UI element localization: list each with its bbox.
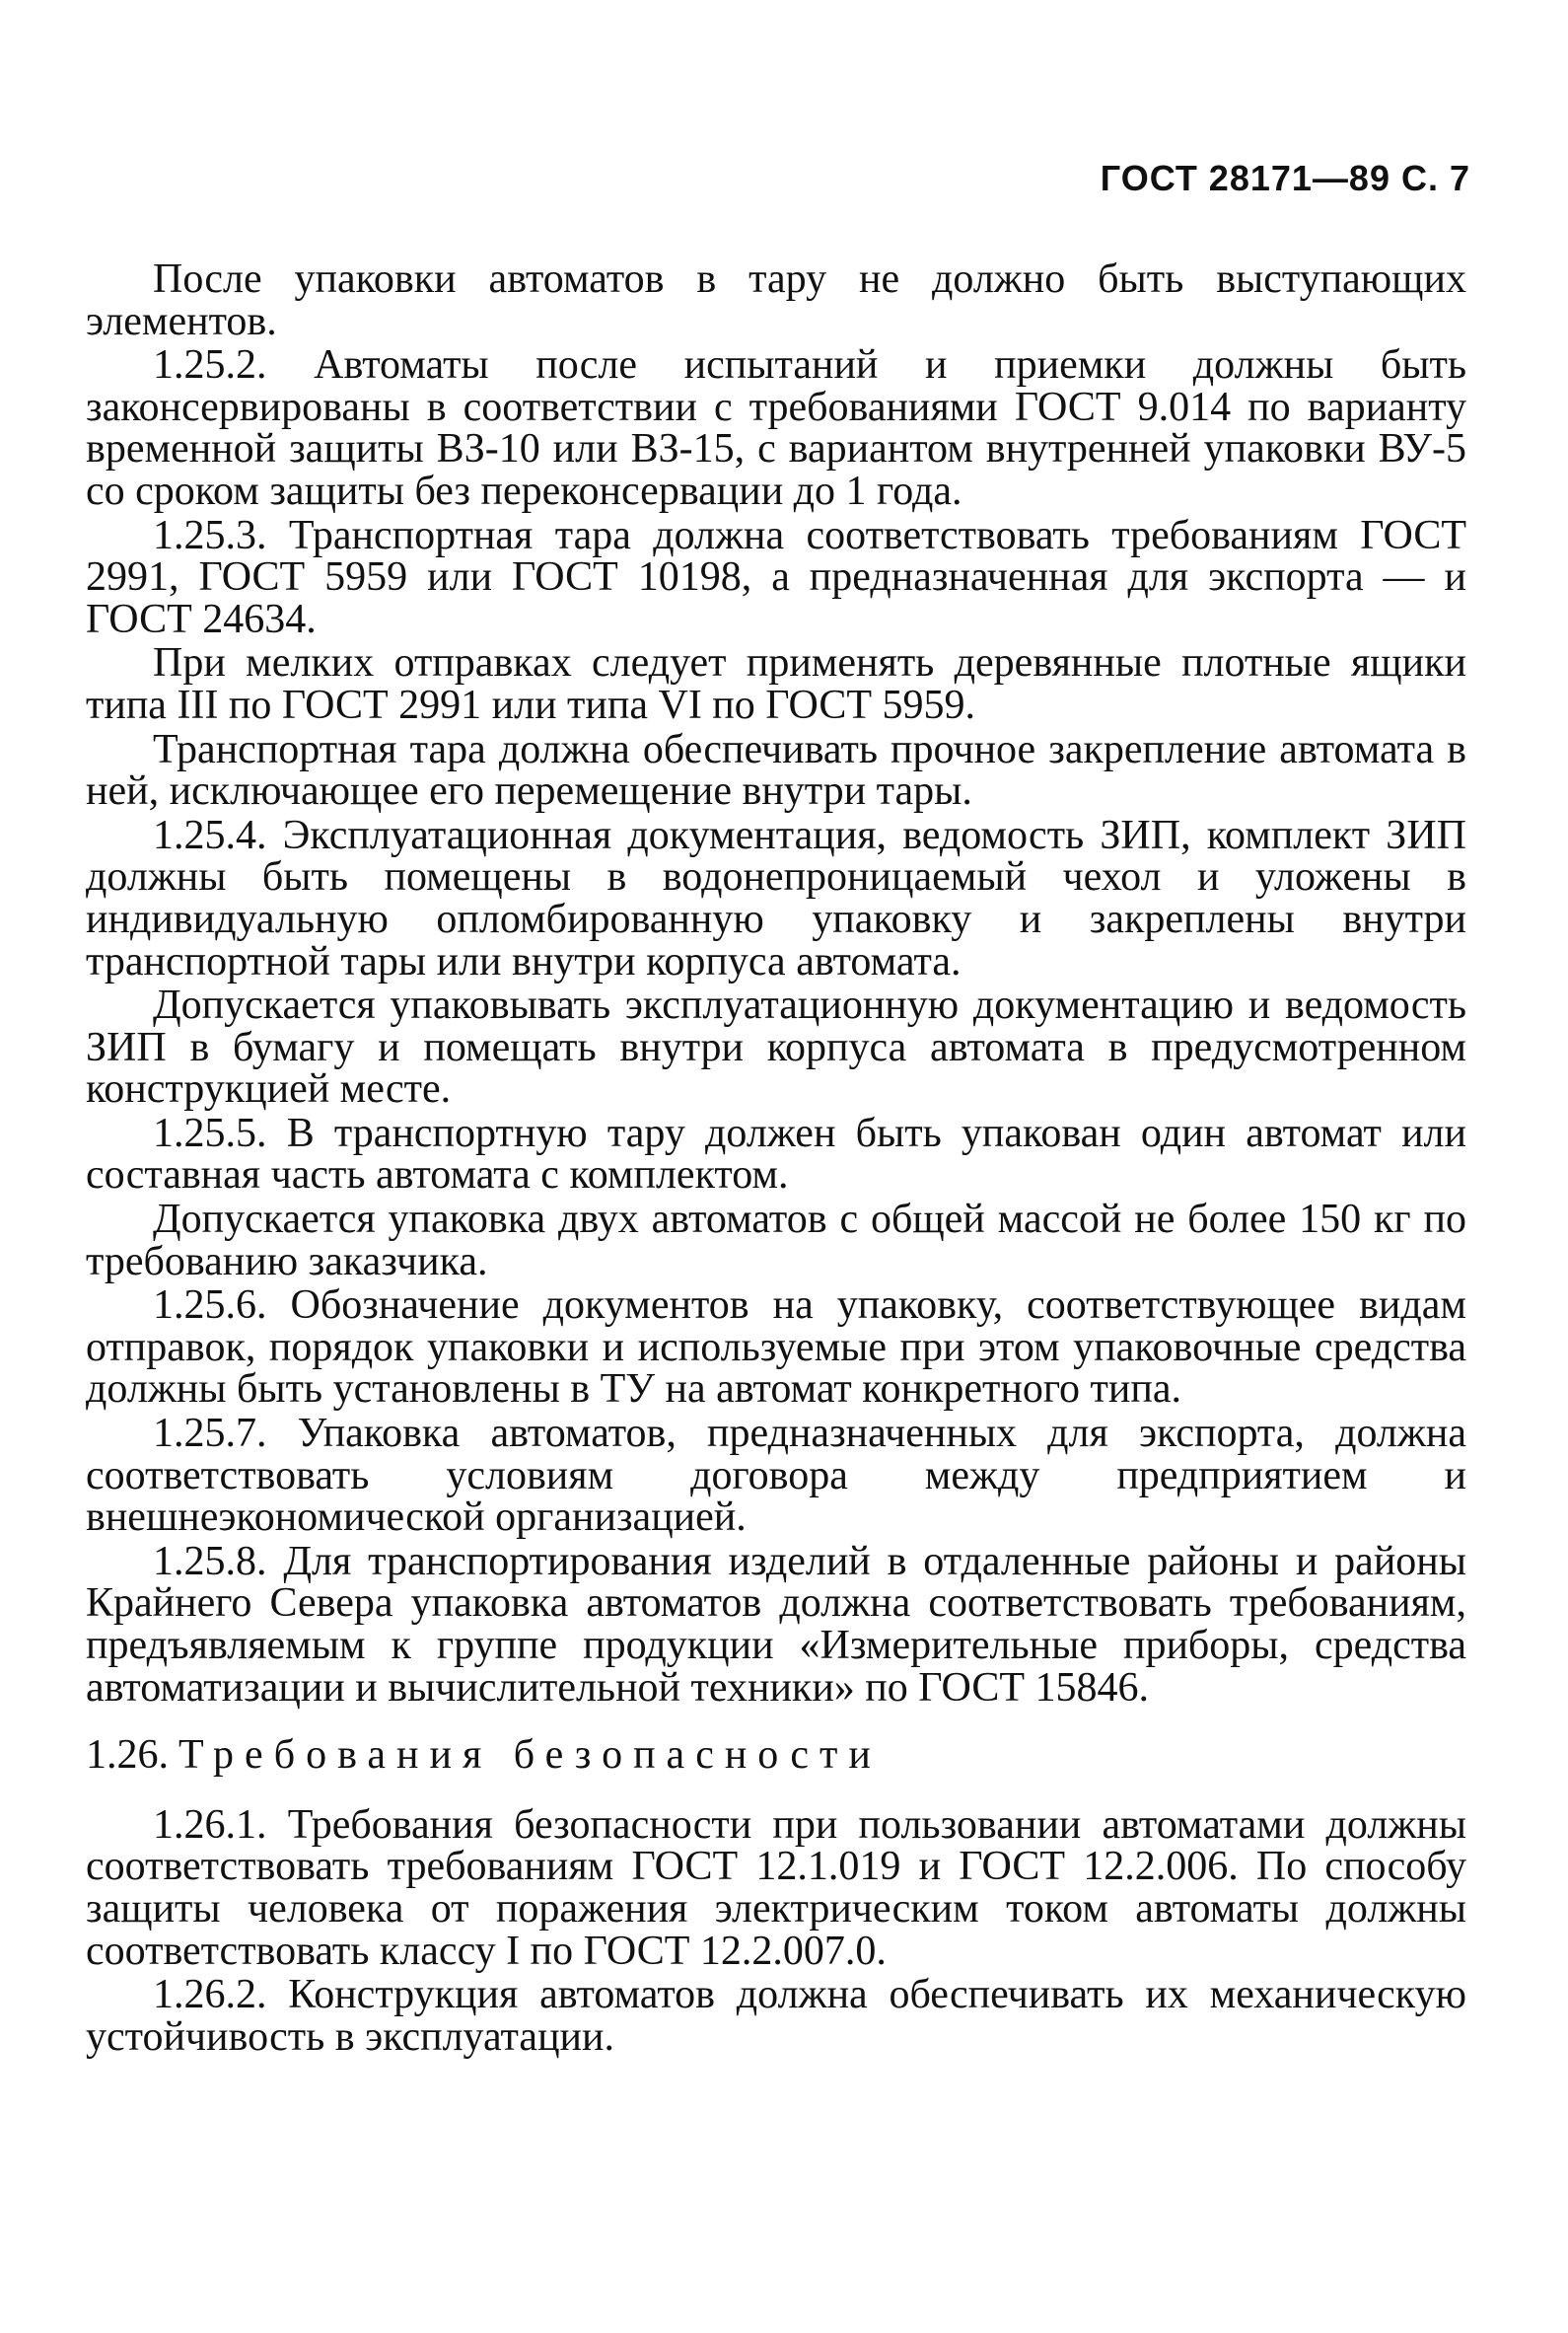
paragraph-1-25-4: 1.25.4. Эксплуатационная документация, ведомость ЗИП, комплект ЗИП должны быть помещены в водонепроницаемый чехол и уложены в индивидуальную опломбированную упаковку и закреплены внутри транспортной тары или внутри корпуса автомата.: [86, 812, 1466, 984]
section-heading: [86, 1734, 1466, 1777]
paragraph-1-25-3: 1.25.3. Транспортная тара должна соответствовать требованиям ГОСТ 2991, ГОСТ 5959 или ГОСТ 10198, а предназначенная для экспорта — и ГОСТ 24634.: [86, 512, 1466, 642]
document-body: [86, 258, 1466, 2058]
paragraph-1-25-8: 1.25.8. Для транспортирования изделий в отдаленные районы и районы Крайнего Севера упаковка автоматов должна соответствовать требованиям, предъявляемым к группе продукции «Измерительные приборы, средства автоматизации и вычислительной техники» по ГОСТ 15846.: [86, 1538, 1466, 1711]
paragraph-transport-container: Транспортная тара должна обеспечивать прочное закрепление автомата в ней, исключающее его перемещение внутри тары.: [86, 726, 1466, 815]
paragraph-1-25-5: 1.25.5. В транспортную тару должен быть упакован один автомат или составная часть автомата с комплектом.: [86, 1110, 1466, 1199]
paragraph-small-shipments: При мелких отправках следует применять деревянные плотные ящики типа III по ГОСТ 2991 или типа VI по ГОСТ 5959.: [86, 640, 1466, 728]
page-header: ГОСТ 28171—89 С. 7: [1100, 158, 1470, 198]
paragraph-1-25-7: 1.25.7. Упаковка автоматов, предназначенных для экспорта, должна соответствовать условиям договора между предприятием и внешнеэкономической организацией.: [86, 1411, 1466, 1541]
paragraph-1-25-2: 1.25.2. Автоматы после испытаний и приемки должны быть законсервированы в соответствии с требованиями ГОСТ 9.014 по варианту временной защиты ВЗ-10 или ВЗ-15, с вариантом внутренней упаковки ВУ-5 со сроком защиты без переконсервации до 1 года.: [86, 342, 1466, 514]
section-number: 1.26.: [86, 1732, 169, 1779]
paragraph-intro: После упаковки автоматов в тару не должно быть выступающих элементов.: [86, 256, 1466, 344]
paragraph-1-26-1: 1.26.1. Требования безопасности при пользовании автоматами должны соответствовать требованиям ГОСТ 12.1.019 и ГОСТ 12.2.006. По способу защиты человека от поражения электрическим током автоматы должны соответствовать классу I по ГОСТ 12.2.007.0.: [86, 1801, 1466, 1974]
paragraph-1-26-2: 1.26.2. Конструкция автоматов должна обеспечивать их механическую устойчивость в эксплуатации.: [86, 1972, 1466, 2060]
paragraph-1-25-6: 1.25.6. Обозначение документов на упаковку, соответствующее видам отправок, порядок упаковки и используемые при этом упаковочные средства должны быть установлены в ТУ на автомат конкретного типа.: [86, 1282, 1466, 1413]
paragraph-two-units: Допускается упаковка двух автоматов с общей массой не более 150 кг по требованию заказчика.: [86, 1197, 1466, 1284]
paragraph-documentation-packing: Допускается упаковывать эксплуатационную документацию и ведомость ЗИП в бумагу и помещать внутри корпуса автомата в предусмотренном конструкцией месте.: [86, 983, 1466, 1113]
section-title: Требования безопасности: [178, 1732, 882, 1779]
